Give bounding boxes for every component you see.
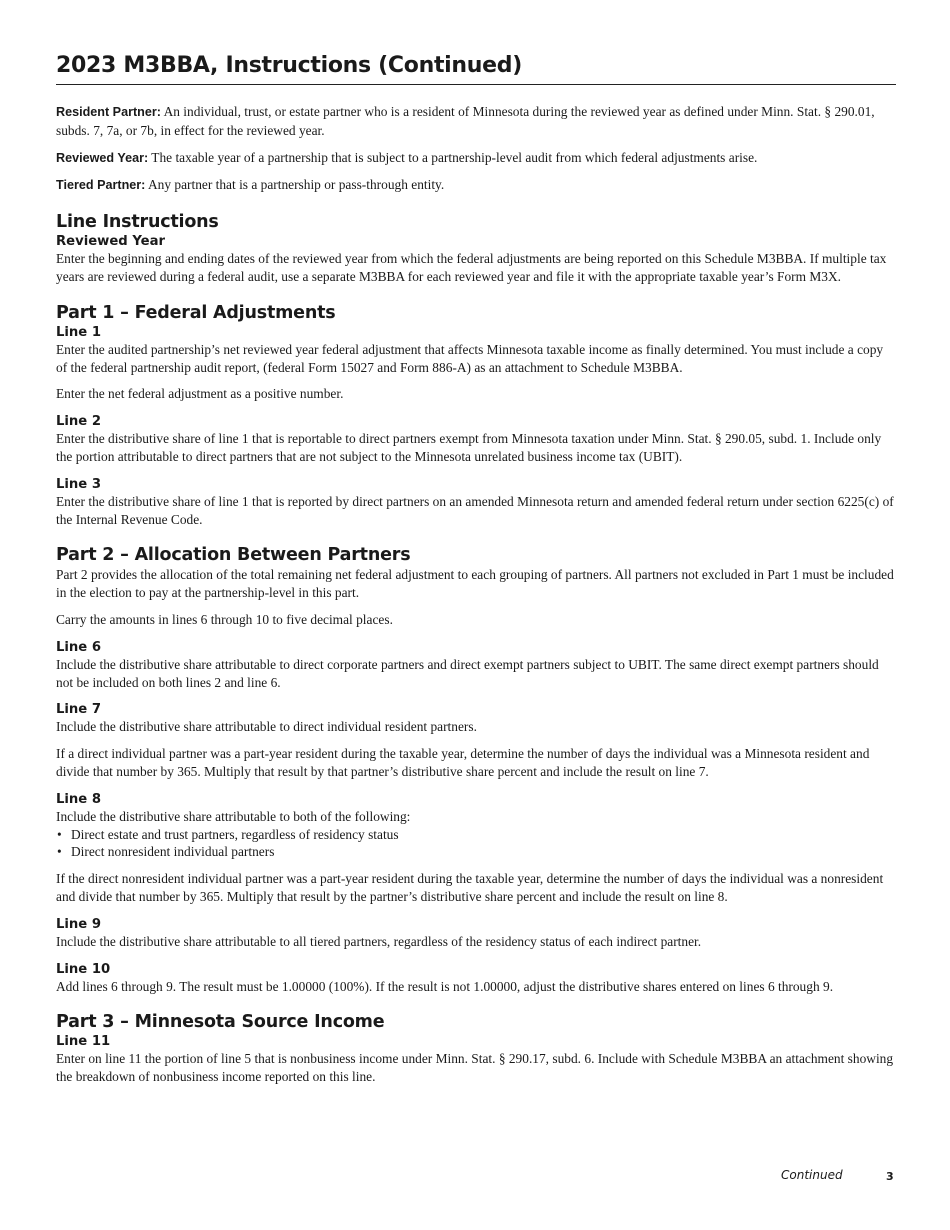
- definition-resident-partner: [56, 103, 896, 140]
- line9-text: Include the distributive share attributable to all tiered partners, regardless of the residency status of each indirect partner.: [56, 933, 702, 949]
- page-title: 2023 M3BBA, Instructions (Continued): [56, 53, 522, 78]
- definition-term: Tiered Partner:: [56, 178, 146, 193]
- line10-heading: Line 10: [56, 961, 111, 977]
- continued-label: Continued: [781, 1168, 843, 1182]
- reviewed-year-text: Enter the beginning and ending dates of the reviewed year from which the federal adjustments are being reported on this Schedule M3BBA. If multiple tax years are reviewed during a federal audit, use a separate M3BBA for each reviewed year and file it with the appropriate taxable year’s Form M3X.: [56, 251, 887, 284]
- document-page: [56, 52, 896, 1095]
- line2-heading: Line 2: [56, 414, 102, 430]
- line1-text: Enter the audited partnership’s net reviewed year federal adjustment that affects Minnesota taxable income as finally determined. You must include a copy of the federal partnership audit report, (federal Form 15027 and Form 886-A) as an attachment to Schedule M3BBA.: [56, 341, 884, 375]
- line1-note: Enter the net federal adjustment as a positive number.: [56, 386, 344, 402]
- part3-heading: Part 3 – Minnesota Source Income: [56, 1012, 385, 1033]
- definition-text: The taxable year of a partnership that is subject to a partnership-level audit from which federal adjustments arise.: [148, 149, 758, 165]
- list-item: • Direct nonresident individual partners: [56, 843, 896, 861]
- line-instructions-heading: Line Instructions: [56, 212, 219, 233]
- line8-note: If the direct nonresident individual partner was a part-year resident during the taxable year, determine the number of days the individual was a nonresident and divide that number by 365. Multiply that result by the partner’s distributive share percent and include the result on line 8.: [56, 871, 884, 904]
- line1-heading: Line 1: [56, 324, 102, 340]
- line11-heading: Line 11: [56, 1034, 111, 1050]
- line6-heading: Line 6: [56, 639, 102, 655]
- definition-term: Reviewed Year:: [56, 150, 149, 165]
- line3-text: Enter the distributive share of line 1 that is reported by direct partners on an amended Minnesota return and amended federal return under section 6225(c) of the Internal Revenue Code.: [56, 493, 894, 527]
- line7-heading: Line 7: [56, 702, 102, 718]
- part2-heading: Part 2 – Allocation Between Partners: [56, 545, 411, 566]
- part1-heading: Part 1 – Federal Adjustments: [56, 302, 336, 323]
- title-divider: [56, 84, 896, 85]
- definition-tiered-partner: [56, 176, 896, 195]
- line8-intro: Include the distributive share attributable to both of the following:: [56, 808, 411, 824]
- reviewed-year-heading: Reviewed Year: [56, 234, 166, 250]
- part2-decimal-note: Carry the amounts in lines 6 through 10 to five decimal places.: [56, 611, 393, 627]
- definition-term: Resident Partner:: [56, 105, 161, 119]
- line10-text: Add lines 6 through 9. The result must be 1.00000 (100%). If the result is not 1.00000, adjust the distributive shares entered on lines 6 through 9.: [56, 978, 834, 994]
- line6-text: Include the distributive share attributable to direct corporate partners and direct exempt partners subject to UBIT. The same direct exempt partners should not be included on both lines 2 and line 6.: [56, 656, 879, 690]
- definition-text: Any partner that is a partnership or pass-through entity.: [145, 177, 445, 193]
- line7-note: If a direct individual partner was a part-year resident during the taxable year, determine the number of days the individual was a Minnesota resident and divide that number by 365. Multiply that result by that partner’s distributive share percent and include the result on line 7.: [56, 746, 870, 779]
- line11-text: Enter on line 11 the portion of line 5 that is nonbusiness income under Minn. Stat. § 290.17, subd. 6. Include with Schedule M3BBA an attachment showing the breakdown of nonbusiness income reported on this line.: [56, 1051, 894, 1085]
- list-item: • Direct estate and trust partners, regardless of residency status: [56, 826, 896, 844]
- part2-intro: Part 2 provides the allocation of the total remaining net federal adjustment to each grouping of partners. All partners not excluded in Part 1 must be included in the election to pay at the partnership-level in this part.: [56, 567, 894, 601]
- line9-heading: Line 9: [56, 916, 102, 932]
- page-number: 3: [886, 1170, 894, 1183]
- definition-reviewed-year: [56, 149, 896, 168]
- page-footer: [0, 1168, 950, 1188]
- line8-heading: Line 8: [56, 791, 102, 807]
- line3-heading: Line 3: [56, 476, 102, 492]
- line2-text: Enter the distributive share of line 1 that is reportable to direct partners exempt from Minnesota taxation under Minn. Stat. § 290.05, subd. 1. Include only the portion attributable to direct partners that are not subject to the Minnesota unrelated business income tax (UBIT).: [56, 431, 882, 464]
- line7-text: Include the distributive share attributable to direct individual resident partners.: [56, 719, 477, 735]
- definition-text: An individual, trust, or estate partner who is a resident of Minnesota during the reviewed year as defined under Minn. Stat. § 290.01, subds. 7, 7a, or 7b, in effect for the reviewed year.: [56, 104, 875, 138]
- line8-bullet-list: [56, 826, 896, 862]
